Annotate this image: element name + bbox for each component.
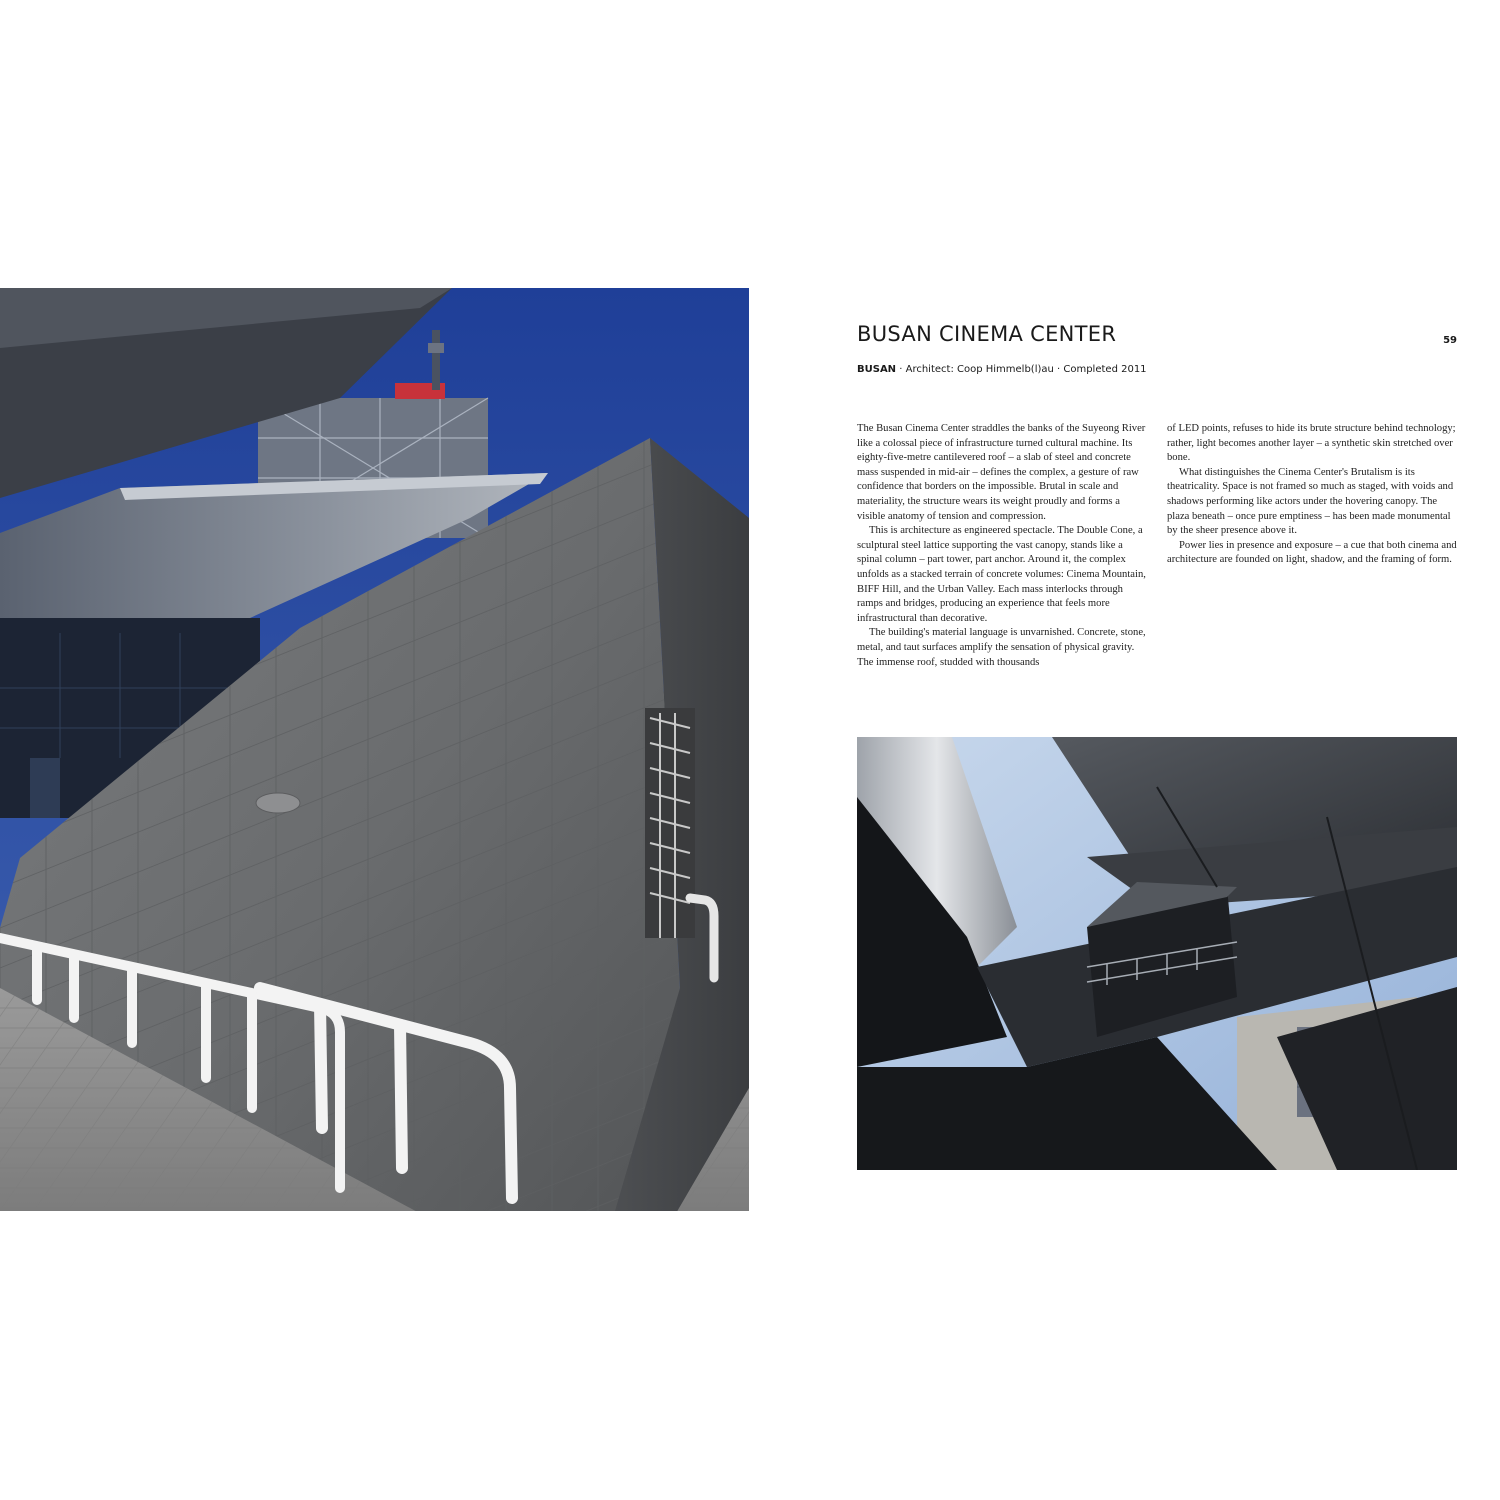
paragraph: The Busan Cinema Center straddles the banks of the Suyeong River like a colossal piece of infrastructure turned cultural machine. Its eighty-five-metre cantilevered roof – a slab of steel and concrete mass suspended in mid-air – defines the complex, a gesture of raw confidence that borders on the impossible. Brutal in scale and materiality, the structure wears its weight proudly and forms a visible anatomy of tension and compression. <box>857 423 1146 522</box>
cinema-wall-image <box>0 288 749 1211</box>
paragraph: of LED points, refuses to hide its brute structure behind technology; rather, light becomes another layer – a synthetic skin stretched over bone. <box>1167 423 1456 464</box>
paragraph: This is architecture as engineered spectacle. The Double Cone, a sculptural steel lattice supporting the vast canopy, stands like a spinal column – part tower, part anchor. Around it, the complex unfolds as a stacked terrain of concrete volumes: Cinema Mountain, BIFF Hill, and the Urban Valley. Each mass interlocks through ramps and bridges, producing an experience that feels more infrastructural than decorative. <box>857 525 1146 624</box>
subtitle-details: · Architect: Coop Himmelb(l)au · Completed 2011 <box>896 364 1147 375</box>
paragraph: What distinguishes the Cinema Center's Brutalism is its theatricality. Space is not framed so much as staged, with voids and shadows performing like actors under the hovering canopy. The plaza beneath – once pure emptiness – has been made monumental by the sheer presence above it. <box>1167 466 1454 537</box>
page-number: 59 <box>1443 335 1457 346</box>
page-title: BUSAN CINEMA CENTER <box>857 322 1117 346</box>
text-column-2 <box>1167 422 1458 568</box>
paragraph: The building's material language is unvarnished. Concrete, stone, metal, and taut surfaces amplify the sensation of physical gravity. The immense roof, studded with thousands <box>857 627 1146 668</box>
text-column-1 <box>857 422 1148 670</box>
right-photograph <box>857 737 1457 1170</box>
left-photograph <box>0 288 749 1211</box>
subtitle-city: BUSAN <box>857 364 897 375</box>
paragraph: Power lies in presence and exposure – a cue that both cinema and architecture are founded on light, shadow, and the framing of form. <box>1167 539 1457 566</box>
page-subtitle <box>857 364 1147 375</box>
cinema-bridge-image <box>857 737 1457 1170</box>
